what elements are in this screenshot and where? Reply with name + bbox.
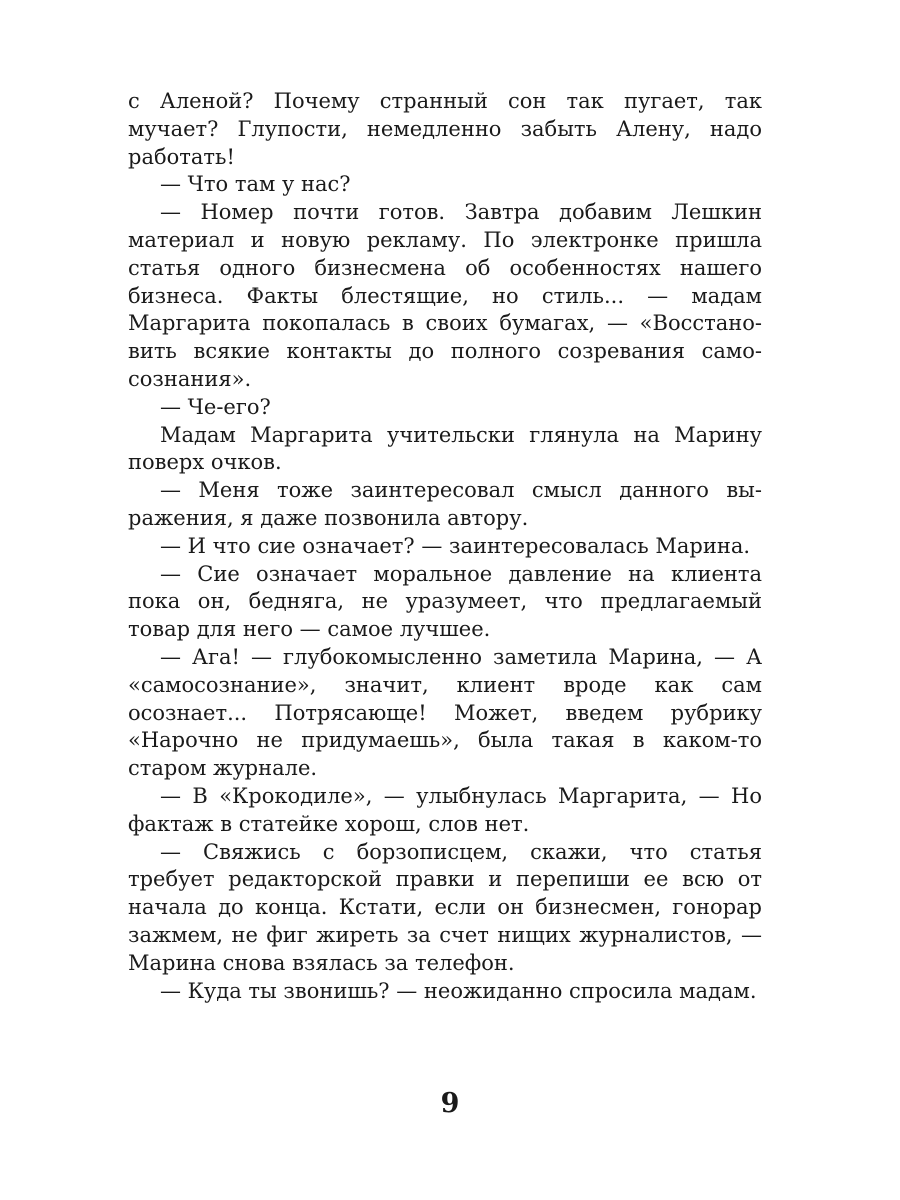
paragraph-2: — Что там у нас? — [160, 172, 351, 197]
paragraph-9: — Ага! — глубокомысленно заметила Марина, — А «самосознание», значит, клиент вроде как сам осознает... Потрясающе! Может, введем рубрику «Нарочно не придумаешь», была такая в каком-то старом журнале. — [128, 644, 762, 781]
paragraph-3: — Номер почти готов. Завтра добавим Лешкин материал и новую рекламу. По электронке пришла статья одного бизнесмена об особенностях нашего бизнеса. Факты блестящие, но стиль... — мадам Маргарита покопалась в своих бумагах, — «Восстановить всякие контакты до полного созревания самосознания». — [128, 200, 762, 391]
paragraph-11: — Свяжись с борзописцем, скажи, что статья требует редакторской правки и перепиши ее всю от начала до конца. Кстати, если он бизнесмен, гонорар зажмем, не фиг жиреть за счет нищих журналистов, — Марина снова взялась за телефон. — [128, 839, 762, 975]
paragraph-10: — В «Крокодиле», — улыбнулась Маргарита, — Но фактаж в статейке хорош, слов нет. — [128, 783, 762, 836]
paragraph-4: — Че-его? — [160, 394, 271, 419]
body-text — [128, 88, 762, 1005]
paragraph-7: — И что сие означает? — заинтересовалась Марина. — [160, 533, 751, 558]
paragraph-12: — Куда ты звонишь? — неожиданно спросила мадам. — [160, 978, 757, 1003]
paragraph-5: Мадам Маргарита учительски глянула на Марину поверх очков. — [128, 422, 762, 475]
page-number: 9 — [440, 1088, 460, 1119]
paragraph-1: с Аленой? Почему странный сон так пугает, так мучает? Глупости, немедленно забыть Алену, надо работать! — [128, 89, 762, 169]
paragraph-6: — Меня тоже заинтересовал смысл данного выражения, я даже позвонила автору. — [128, 478, 762, 530]
paragraph-8: — Сие означает моральное давление на клиента пока он, бедняга, не уразумеет, что предлагаемый товар для него — самое лучшее. — [128, 561, 762, 642]
